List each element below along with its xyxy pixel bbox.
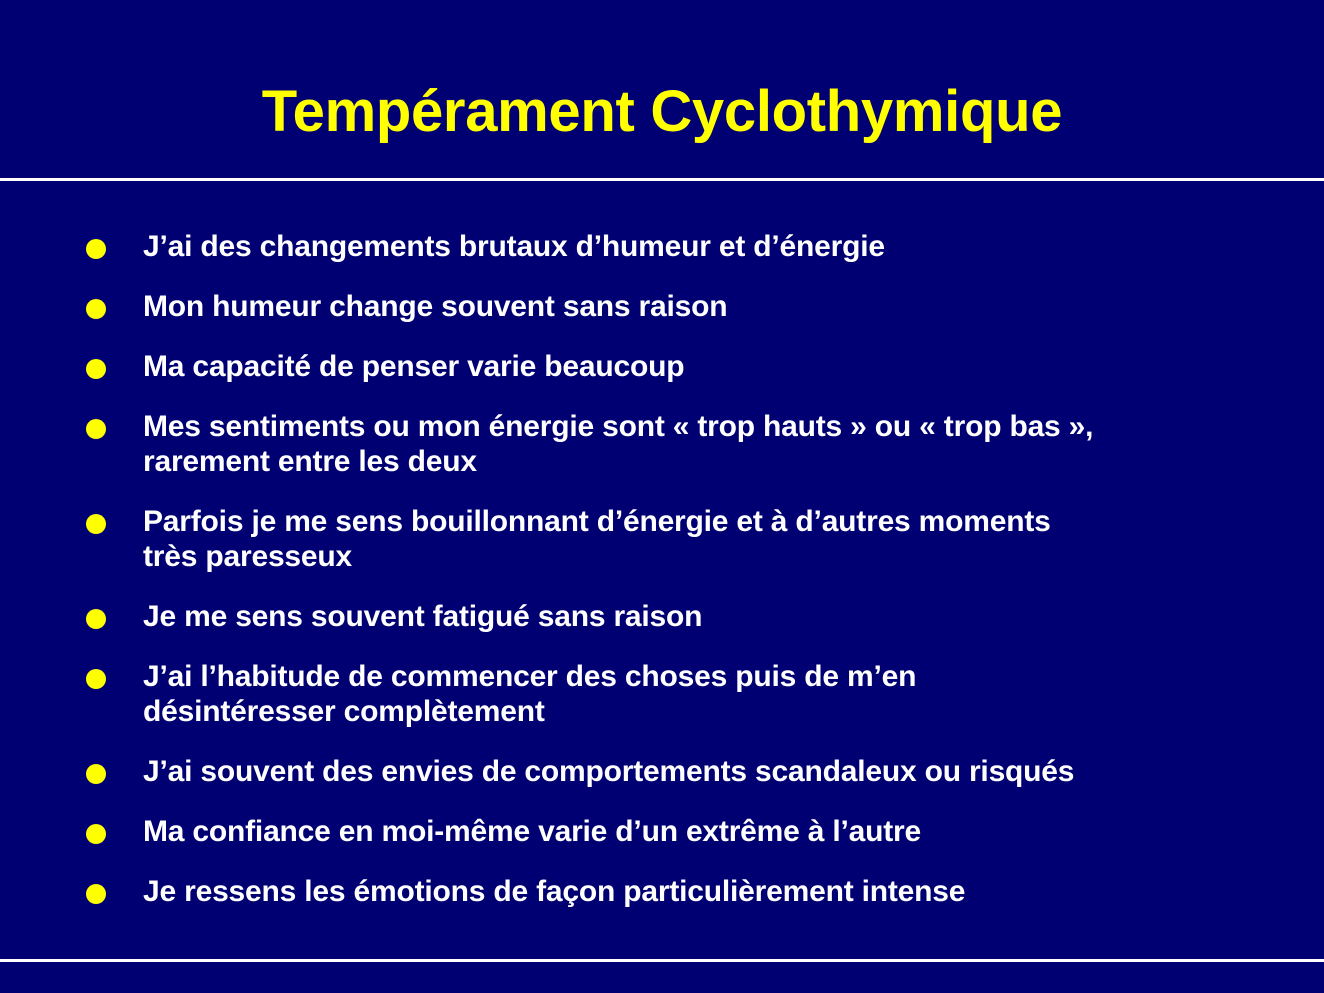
list-item-text: Parfois je me sens bouillonnant d’énergie et à d’autres moments très paresseux [143, 505, 1051, 573]
list-item-text: Mes sentiments ou mon énergie sont « trop hauts » ou « trop bas », rarement entre les deux [143, 410, 1094, 478]
title-divider [0, 178, 1324, 181]
bullet-icon [86, 359, 106, 379]
bullet-icon [86, 764, 106, 784]
bullet-icon [86, 884, 106, 904]
bullet-icon [86, 669, 106, 689]
list-item-text: J’ai souvent des envies de comportements scandaleux ou risqués [143, 755, 1075, 788]
list-item-text: Je ressens les émotions de façon particulièrement intense [143, 875, 966, 908]
slide-title: Tempérament Cyclothymique [261, 79, 1063, 144]
list-item-text: Ma capacité de penser varie beaucoup [143, 350, 685, 383]
footer-divider [0, 959, 1324, 962]
list-item-text: Je me sens souvent fatigué sans raison [143, 600, 703, 633]
bullet-icon [86, 239, 106, 259]
bullet-icon [86, 609, 106, 629]
list-item-text: Mon humeur change souvent sans raison [143, 290, 728, 323]
bullet-icon [86, 514, 106, 534]
bullet-icon [86, 299, 106, 319]
list-item-text: J’ai l’habitude de commencer des choses puis de m’en désintéresser complètement [143, 660, 917, 728]
bullet-icon [86, 824, 106, 844]
bullet-icon [86, 419, 106, 439]
list-item-text: Ma confiance en moi-même varie d’un extrême à l’autre [143, 815, 922, 848]
list-item-text: J’ai des changements brutaux d’humeur et d’énergie [143, 230, 885, 263]
